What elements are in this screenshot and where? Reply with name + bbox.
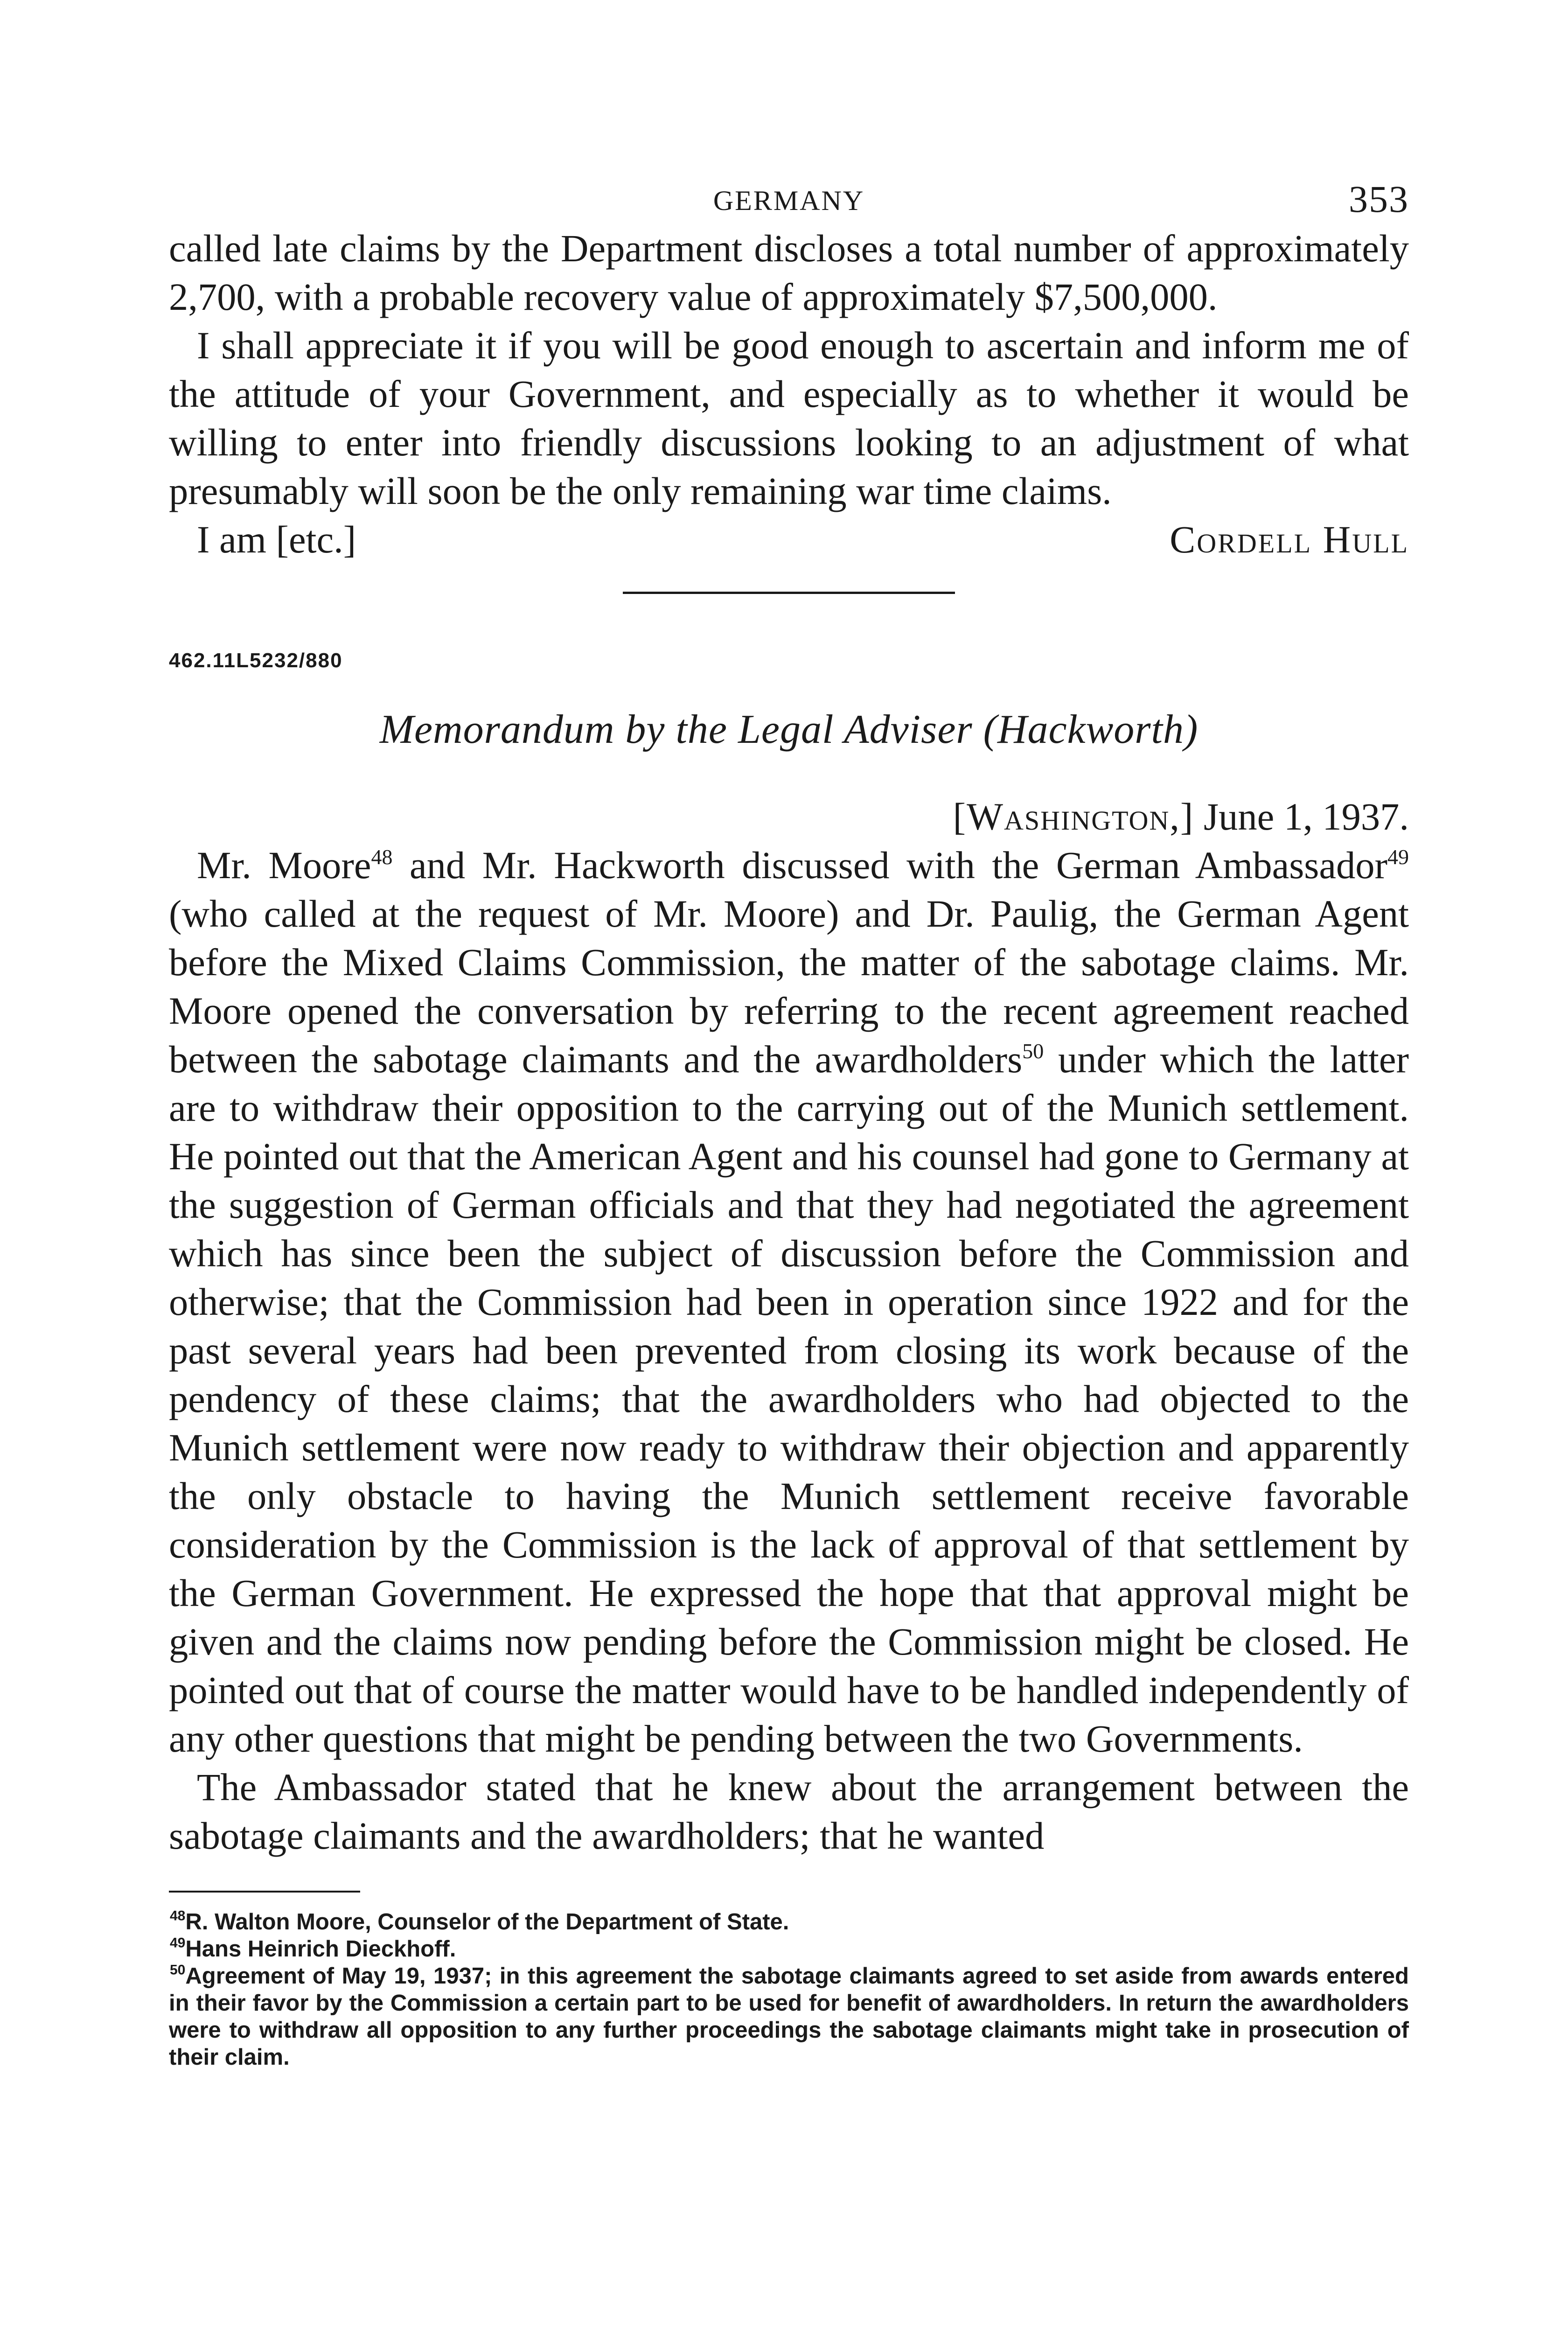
letter-body xyxy=(169,224,1409,515)
text-run: (who called at the request of Mr. Moore) and Dr. Paulig, the German Agent before the Mixed Claims Commission, the matter of the sabotage claims. Mr. Moore opened the conversation by referring to the recent agreement reached between the sabotage claimants and the awardholders xyxy=(169,892,1409,1081)
text-run: Mr. Moore xyxy=(197,844,371,887)
running-title: GERMANY xyxy=(713,185,865,216)
footnotes xyxy=(169,1908,1409,2071)
running-header xyxy=(169,177,1409,224)
paragraph: called late claims by the Department discloses a total number of approximately 2,700, with a probable recovery value of approximately $7,500,000. xyxy=(169,227,1409,318)
text-run: under which the latter are to withdraw their opposition to the carrying out of the Munich settlement. He pointed out that the American Agent and his counsel had gone to Germany at the suggestion of German officials and that they had negotiated the agreement which has since been the subject of discussion before the Commission and otherwise; that the Commission had been in operation since 1922 and for the past several years had been prevented from closing its work because of the pendency of these claims; that the awardholders who had objected to the Munich settlement were now ready to withdraw their objection and apparently the only obstacle to having the Munich settlement receive favorable consideration by the Commission is the lack of approval of that settlement by the German Government. He expressed the hope that that approval might be given and the claims now pending before the Commission might be closed. He pointed out that of course the matter would have to be handled independently of any other questions that might be pending between the two Governments. xyxy=(169,1038,1409,1760)
signer-name: Cordell Hull xyxy=(1170,518,1409,561)
memo-title: Memorandum by the Legal Adviser (Hackworth) xyxy=(379,707,1199,752)
page-number: 353 xyxy=(1349,178,1409,220)
dateline-place: [Washington,] xyxy=(953,795,1194,838)
text-run: and Mr. Hackworth discussed with the German Ambassador xyxy=(392,844,1387,887)
signoff xyxy=(169,515,1409,564)
footnote-marker: 50 xyxy=(170,1962,186,1978)
paragraph: I shall appreciate it if you will be good enough to ascertain and inform me of the attitude of your Government, and especially as to whether it would be willing to enter into friendly discussions looking to an adjustment of what presumably will soon be the only remaining war time claims. xyxy=(169,324,1409,512)
footnote-divider xyxy=(169,1891,360,1893)
salutation: I am [etc.] xyxy=(197,518,356,561)
footnote xyxy=(169,1908,1409,1935)
footnote-text: Hans Heinrich Dieckhoff. xyxy=(185,1936,456,1962)
file-number: 462.11L5232/880 xyxy=(169,649,343,672)
section-divider xyxy=(623,592,955,594)
footnote-text: Agreement of May 19, 1937; in this agreement the sabotage claimants agreed to set aside from awards entered in their favor by the Commission a certain part to be used for benefit of awardholders. In return the awardholders were to withdraw all opposition to any further proceedings the sabotage claimants might take in prosecution of their claim. xyxy=(169,1963,1409,2070)
paragraph: The Ambassador stated that he knew about the arrangement between the sabotage claimants and the awardholders; that he wanted xyxy=(169,1766,1409,1857)
footnote-marker: 49 xyxy=(170,1935,186,1951)
dateline-date: June 1, 1937. xyxy=(1204,795,1409,838)
dateline xyxy=(169,792,1409,841)
document-page xyxy=(169,177,1409,2071)
paragraph xyxy=(169,841,1409,1763)
footnote-ref: 48 xyxy=(371,845,393,869)
footnote xyxy=(169,1963,1409,2071)
footnote-ref: 50 xyxy=(1022,1039,1044,1063)
footnote-ref: 49 xyxy=(1387,845,1409,869)
memo-body xyxy=(169,841,1409,1860)
footnote xyxy=(169,1935,1409,1963)
footnote-text: R. Walton Moore, Counselor of the Department of State. xyxy=(185,1909,789,1935)
footnote-marker: 48 xyxy=(170,1908,186,1924)
